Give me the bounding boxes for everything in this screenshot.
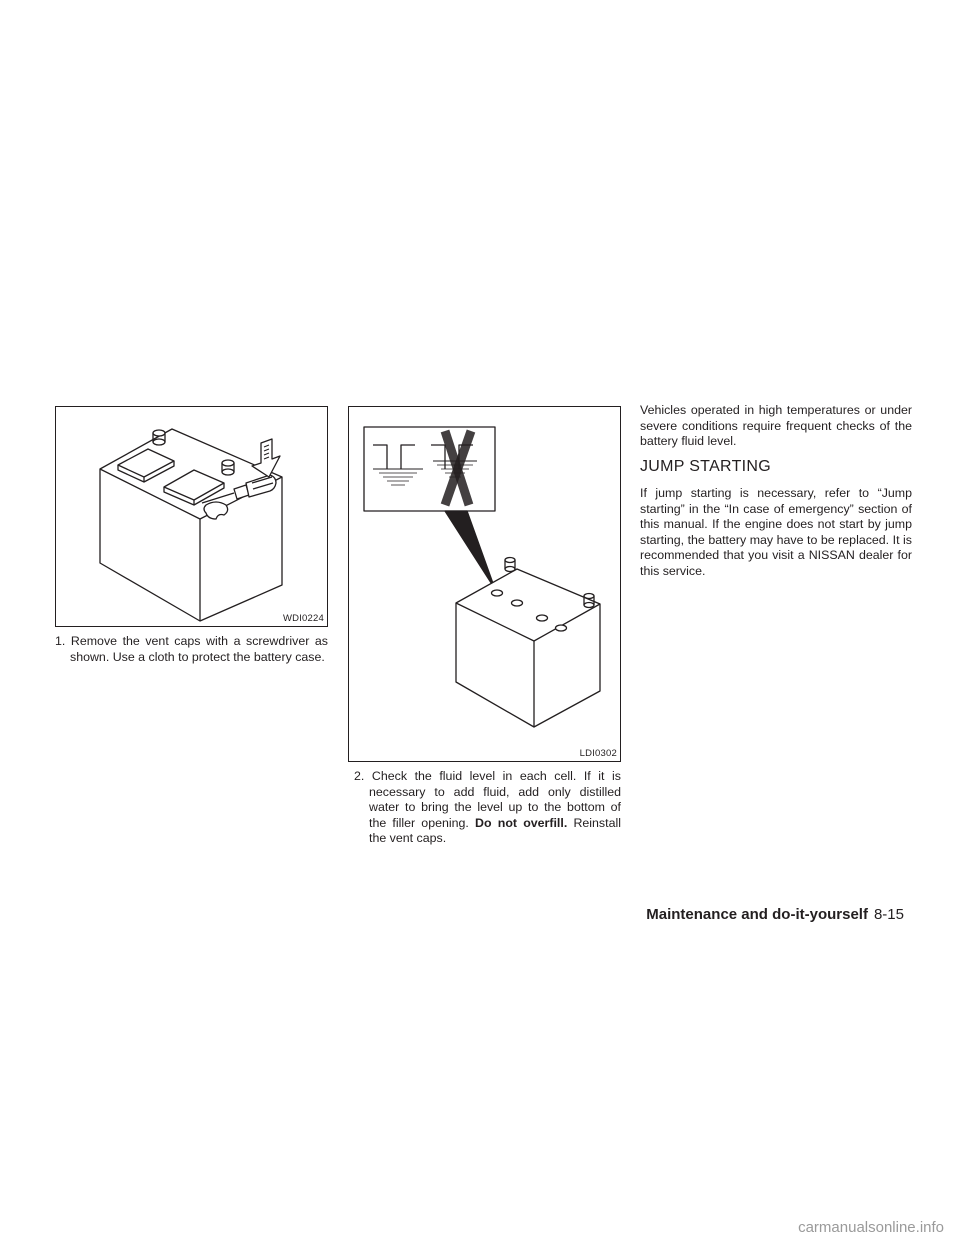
step-2 [354, 769, 621, 847]
figure-code: LDI0302 [579, 748, 617, 759]
fluid-check-note: Vehicles operated in high temperatures or under severe conditions require frequent checks of the battery fluid level. [640, 403, 912, 449]
step-number: 2. [354, 769, 365, 783]
page-footer [646, 906, 904, 923]
figure-code: WDI0224 [282, 613, 324, 624]
step-text: Remove the vent caps with a screwdriver as shown. Use a cloth to protect the battery case. [70, 634, 328, 664]
fluid-level-illustration [349, 407, 620, 761]
figure-fluid-level [348, 406, 621, 762]
step-text: Check the fluid level in each cell. If it is necessary to add fluid, add only distilled water to bring the level up to the bottom of the filler opening. [369, 769, 621, 830]
footer-section-title: Maintenance and do-it-yourself [646, 906, 868, 923]
step-warning: Do not overfill. [475, 815, 568, 830]
watermark: carmanualsonline.info [798, 1219, 944, 1236]
step-number: 1. [55, 634, 66, 648]
figure-remove-vent-caps [55, 406, 328, 627]
jump-starting-paragraph: If jump starting is necessary, refer to “Jump starting” in the “In case of emergency” section of this manual. If the engine does not start by jump starting, the battery may have to be replaced. It is recommended that you visit a NISSAN dealer for this service. [640, 486, 912, 578]
section-heading: JUMP STARTING [640, 458, 772, 475]
step-1 [55, 634, 328, 665]
page-number: 8-15 [873, 906, 904, 923]
step-text-after: Reinstall the vent caps. [369, 815, 621, 846]
battery-screwdriver-illustration [56, 407, 327, 626]
